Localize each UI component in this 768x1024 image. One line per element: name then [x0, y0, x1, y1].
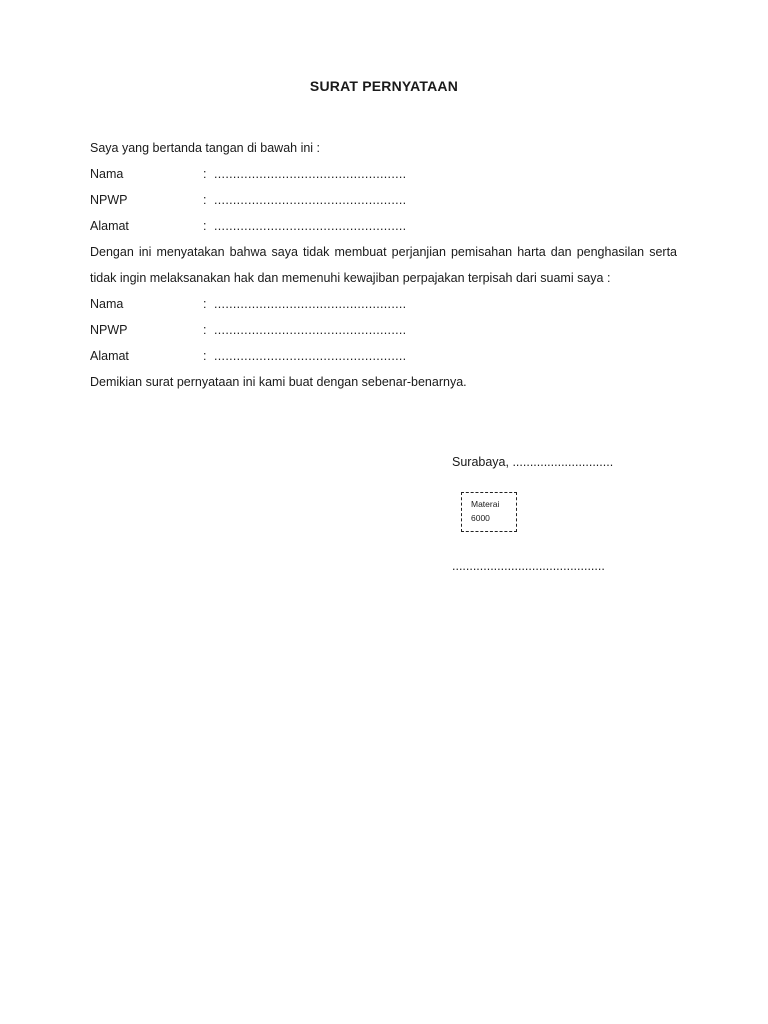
first-name-blank: ................................................... [214, 167, 407, 181]
statement-line-2: tidak ingin melaksanakan hak dan memenuhi kewajiban perpajakan terpisah dari suami saya : [90, 271, 611, 285]
stamp-box [461, 492, 517, 532]
second-npwp-label: NPWP [90, 323, 128, 337]
intro-text: Saya yang bertanda tangan di bawah ini : [90, 141, 321, 155]
second-address-blank: ................................................... [214, 349, 407, 363]
first-address-blank: ................................................... [214, 219, 407, 233]
first-name-label: Nama [90, 167, 124, 181]
second-address-colon: : [203, 349, 207, 363]
first-npwp-blank: ................................................... [214, 193, 407, 207]
stamp-value: 6000 [471, 513, 490, 523]
document-title: SURAT PERNYATAAN [309, 78, 459, 94]
second-name-label: Nama [90, 297, 124, 311]
first-npwp-colon: : [203, 193, 207, 207]
stamp-label: Materai [471, 499, 500, 509]
statement-line-1: Dengan ini menyatakan bahwa saya tidak membuat perjanjian pemisahan harta dan penghasilan serta [90, 245, 677, 259]
first-npwp-label: NPWP [90, 193, 128, 207]
second-address-label: Alamat [90, 349, 129, 363]
signature-line: ............................................ [452, 559, 605, 573]
first-address-label: Alamat [90, 219, 129, 233]
first-address-colon: : [203, 219, 207, 233]
second-npwp-colon: : [203, 323, 207, 337]
second-name-blank: ................................................... [214, 297, 407, 311]
place-date: Surabaya, ............................. [452, 455, 614, 469]
first-name-colon: : [203, 167, 207, 181]
closing-text: Demikian surat pernyataan ini kami buat dengan sebenar-benarnya. [90, 375, 467, 389]
second-npwp-blank: ................................................... [214, 323, 407, 337]
second-name-colon: : [203, 297, 207, 311]
